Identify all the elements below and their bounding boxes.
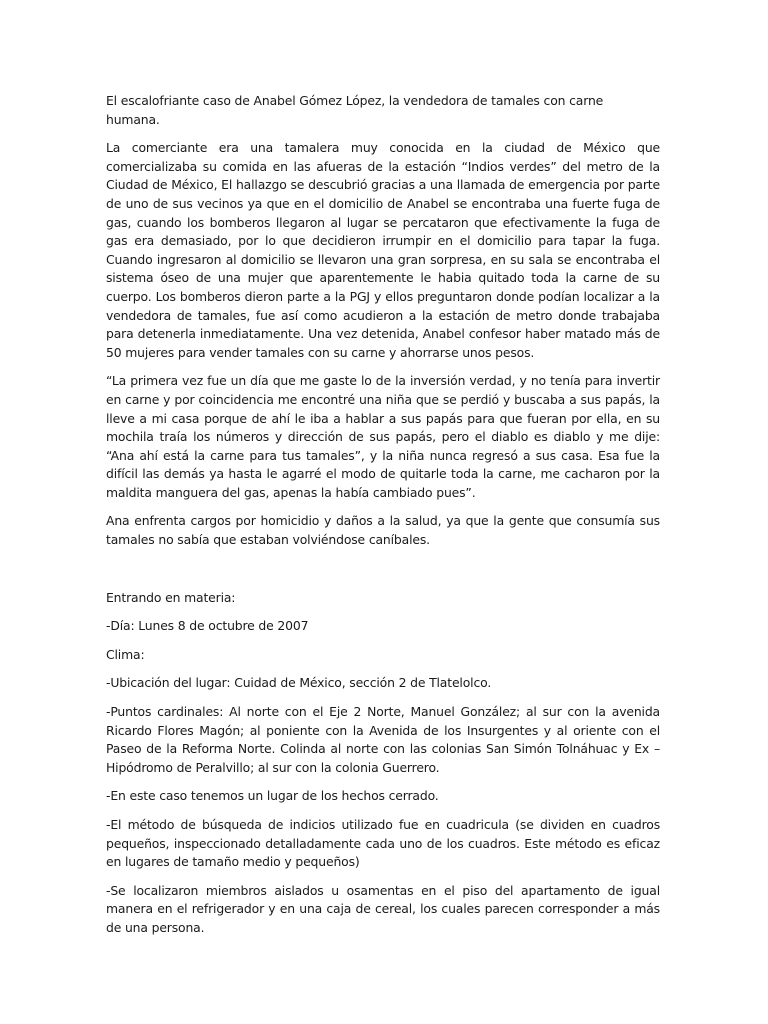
- document-title: El escalofriante caso de Anabel Gómez López, la vendedora de tamales con carne humana.: [106, 93, 604, 127]
- document-page: [106, 92, 660, 948]
- section-day: -Día: Lunes 8 de octubre de 2007: [106, 618, 309, 634]
- section-heading: Entrando en materia:: [106, 589, 236, 605]
- section-gap: [106, 560, 660, 589]
- section-weather: Clima:: [106, 646, 145, 662]
- section-cardinal-points: -Puntos cardinales: Al norte con el Eje 2 Norte, Manuel González; al sur con la avenida Ricardo Flores Magón; al poniente con la Avenida de los Insurgentes y al oriente con el Paseo de la Reforma Norte. Colinda al norte con las colonias San Simón Tolnáhuac y Ex – Hipódromo de Peralvillo; al sur con la colonia Guerrero.: [106, 704, 660, 775]
- paragraph-quote: “La primera vez fue un día que me gaste lo de la inversión verdad, y no tenía para invertir en carne y por coincidencia me encontré una niña que se perdió y buscaba a sus papás, la lleve a mi casa porque de ahí le iba a hablar a sus papás para que fueran por ella, en su mochila traía los números y dirección de sus papás, pero el diablo es diablo y me dije: “Ana ahí está la carne para tus tamales”, y la niña nunca regresó a sus casa. Esa fue la difícil las demás ya hasta le agarré el modo de quitarle toda la carne, me cacharon por la maldita manguera del gas, apenas la había cambiado pues”.: [106, 373, 660, 500]
- paragraph-story: La comerciante era una tamalera muy conocida en la ciudad de México que comercializaba su comida en las afueras de la estación “Indios verdes” del metro de la Ciudad de México, El hallazgo se descubrió gracias a una llamada de emergencia por parte de uno de sus vecinos ya que en el domicilio de Anabel se encontraba una fuerte fuga de gas, cuando los bomberos llegaron al lugar se percataron que efectivamente la fuga de gas era demasiado, por lo que decidieron irrumpir en el domicilio para tapar la fuga. Cuando ingresaron al domicilio se llevaron una gran sorpresa, en su sala se encontraba el sistema óseo de una mujer que aparentemente le habia quitado toda la carne de su cuerpo. Los bomberos dieron parte a la PGJ y ellos preguntaron donde podían localizar a la vendedora de tamales, fue así como acudieron a la estación de metro donde trabajaba para detenerla inmediatamente. Una vez detenida, Anabel confesor haber matado más de 50 mujeres para vender tamales con su carne y ahorrarse unos pesos.: [106, 140, 660, 360]
- section-location: -Ubicación del lugar: Cuidad de México, sección 2 de Tlatelolco.: [106, 675, 492, 691]
- section-search-method: -El método de búsqueda de indicios utilizado fue en cuadricula (se dividen en cuadros pequeños, inspeccionado detalladamente cada uno de los cuadros. Este método es eficaz en lugares de tamaño medio y pequeños): [106, 817, 660, 870]
- section-findings: -Se localizaron miembros aislados u osamentas en el piso del apartamento de igual manera en el refrigerador y en una caja de cereal, los cuales parecen corresponder a más de una persona.: [106, 882, 660, 935]
- paragraph-charges: Ana enfrenta cargos por homicidio y daños a la salud, ya que la gente que consumía sus tamales no sabía que estaban volviéndose caníbales.: [106, 513, 660, 548]
- section-scene-type: -En este caso tenemos un lugar de los hechos cerrado.: [106, 788, 439, 804]
